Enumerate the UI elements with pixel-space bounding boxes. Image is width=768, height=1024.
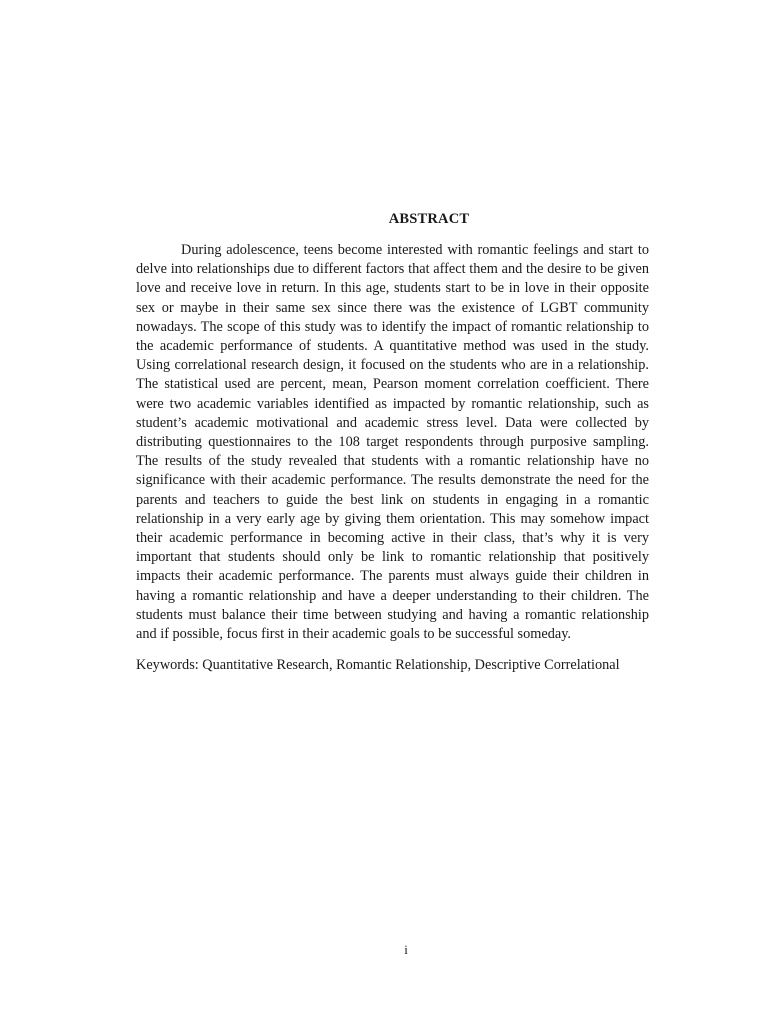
page-number: i — [404, 942, 408, 957]
abstract-body: During adolescence, teens become interested with romantic feelings and start to delve into relationships due to different factors that affect them and the desire to be given love and receive love in return. In this age, students start to be in love in their opposite sex or maybe in their same sex since there was the existence of LGBT community nowadays. The scope of this study was to identify the impact of romantic relationship to the academic performance of students. A quantitative method was used in the study. Using correlational research design, it focused on the students who are in a relationship. The statistical used are percent, mean, Pearson moment correlation coefficient. There were two academic variables identified as impacted by romantic relationship, such as student’s academic motivational and academic stress level. Data were collected by distributing questionnaires to the 108 target respondents through purposive sampling. The results of the study revealed that students with a romantic relationship have no significance with their academic performance. The results demonstrate the need for the parents and teachers to guide the best link on students in engaging in a romantic relationship in a very early age by giving them orientation. This may somehow impact their academic performance in becoming active in their class, that’s why it is very important that students should only be link to romantic relationship that positively impacts their academic performance. The parents must always guide their children in having a romantic relationship and have a deeper understanding to their children. The students must balance their time between studying and having a romantic relationship and if possible, focus first in their academic goals to be successful someday. — [136, 242, 649, 643]
keywords-line: Keywords: Quantitative Research, Romantic Relationship, Descriptive Correlational — [136, 657, 620, 673]
abstract-heading: ABSTRACT — [388, 211, 470, 227]
